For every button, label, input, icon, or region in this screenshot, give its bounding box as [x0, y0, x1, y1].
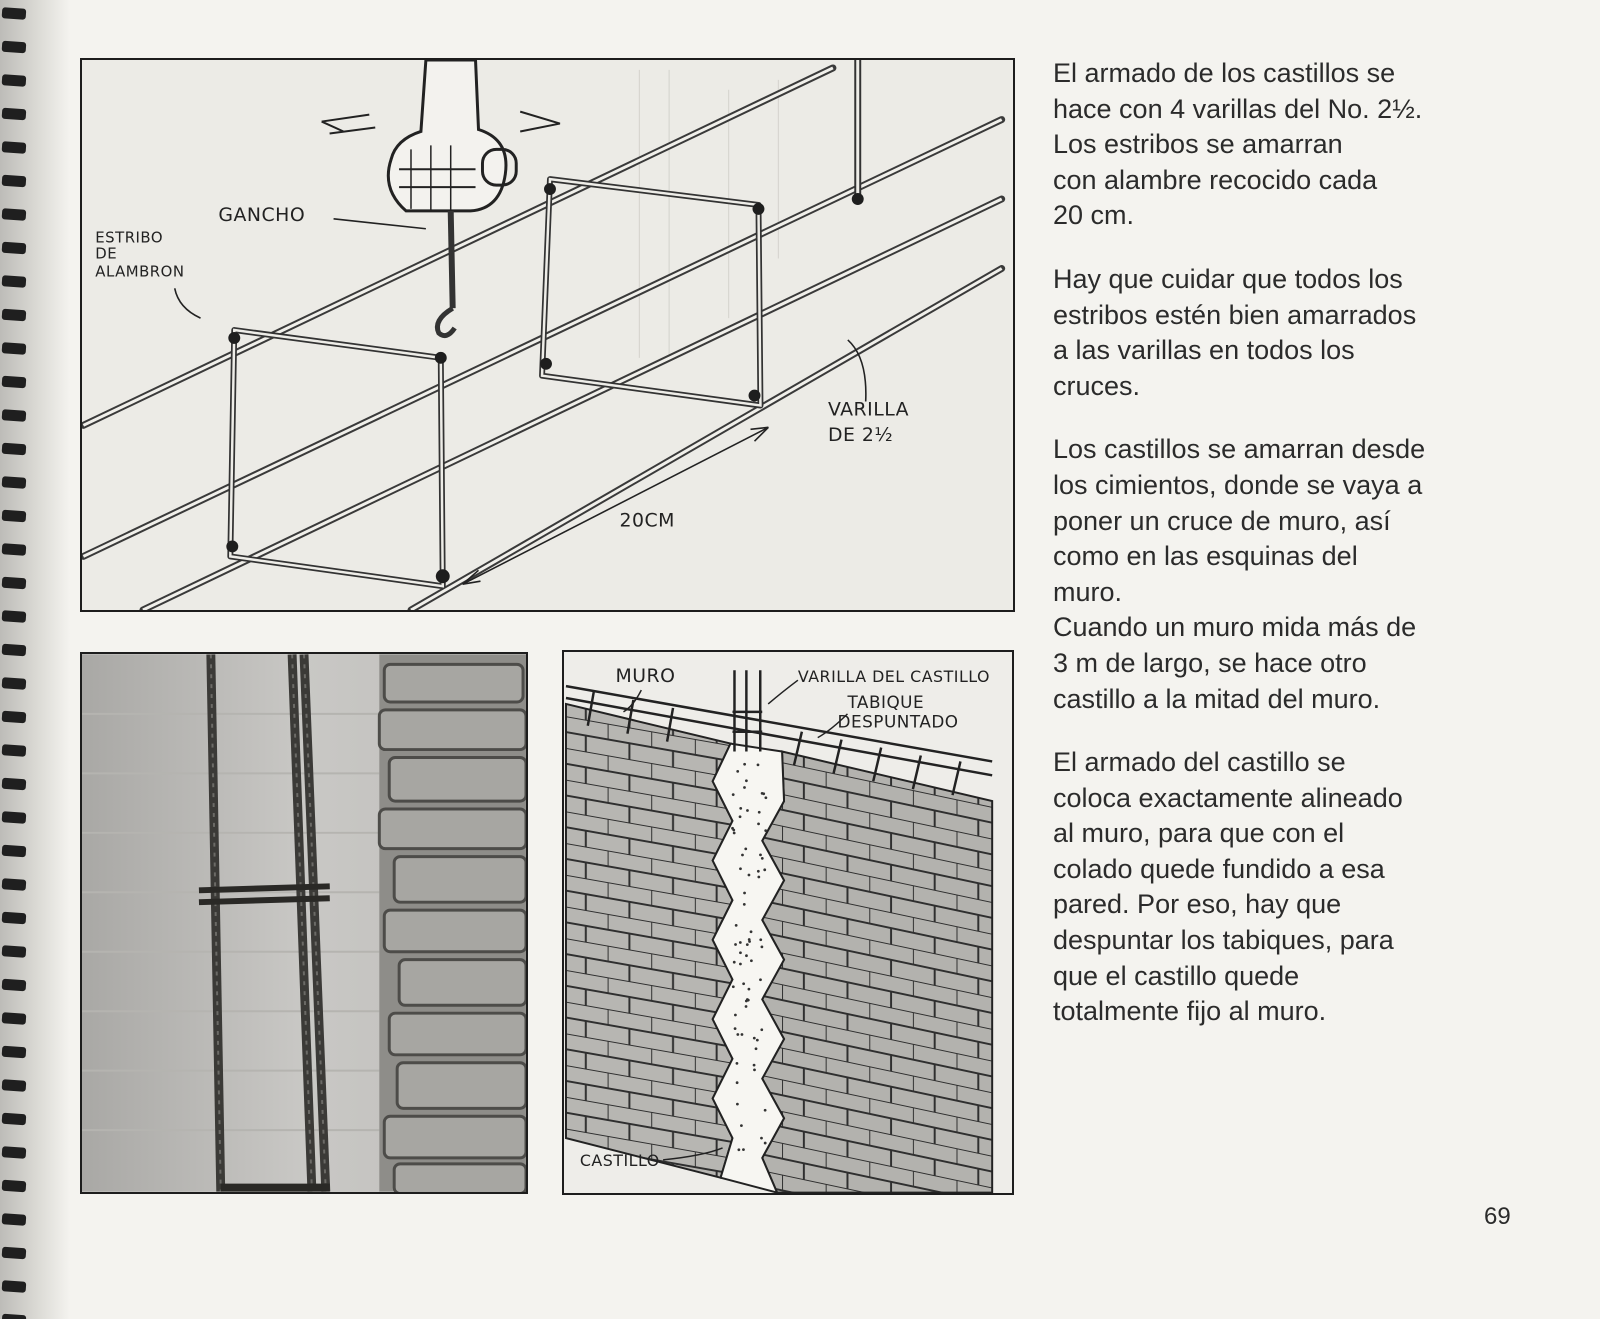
- p5-line5: pared. Por eso, hay que: [1053, 889, 1342, 920]
- paragraph-3: [1053, 432, 1573, 610]
- p2-line1: Hay que cuidar que todos los: [1053, 263, 1403, 294]
- page-number: 69: [1484, 1203, 1511, 1230]
- p1-line4: con alambre recocido cada: [1053, 164, 1378, 195]
- spiral-binding: [0, 0, 40, 1319]
- p5-line6: despuntar los tabiques, para: [1053, 925, 1394, 956]
- gancho-label: GANCHO: [218, 203, 306, 226]
- estribo-label-line2: DE: [95, 244, 118, 263]
- p2-line3: a las varillas en todos los: [1053, 335, 1355, 366]
- castillo-label: CASTILLO: [579, 1150, 660, 1170]
- p3-line1: Los castillos se amarran desde: [1053, 434, 1426, 465]
- p3-line5: muro.: [1053, 576, 1123, 607]
- p4-line2: 3 m de largo, se hace otro: [1053, 647, 1367, 678]
- body-text: [1053, 56, 1573, 1030]
- p5-line3: al muro, para que con el: [1053, 818, 1345, 849]
- p2-line4: cruces.: [1053, 370, 1141, 401]
- estribo-label-line1: ESTRIBO: [95, 228, 164, 247]
- muro-label: MURO: [615, 666, 676, 688]
- varilla-label-line2: DE 2½: [827, 424, 894, 447]
- spacing-label: 20CM: [619, 509, 675, 532]
- rebar-photo: [80, 652, 528, 1194]
- paragraph-2: [1053, 262, 1573, 404]
- paragraph-4: [1053, 610, 1573, 717]
- p4-line3: castillo a la mitad del muro.: [1053, 683, 1381, 714]
- p3-line3: poner un cruce de muro, así: [1053, 505, 1391, 536]
- estribo-label-line3: ALAMBRON: [95, 262, 185, 281]
- p2-line2: estribos estén bien amarrados: [1053, 299, 1417, 330]
- p1-line2: hace con 4 varillas del No. 2½.: [1053, 93, 1423, 124]
- p1-line1: El armado de los castillos se: [1053, 58, 1396, 88]
- p5-line2: coloca exactamente alineado: [1053, 782, 1403, 813]
- varilla-castillo-label: VARILLA DEL CASTILLO: [797, 667, 991, 687]
- rebar-cage-illustration: [80, 58, 1015, 612]
- p4-line1: Cuando un muro mida más de: [1053, 612, 1417, 643]
- p1-line5: 20 cm.: [1053, 200, 1135, 231]
- p5-line7: que el castillo quede: [1053, 960, 1300, 991]
- tabique-label-line1: TABIQUE: [847, 691, 925, 712]
- p5-line8: totalmente fijo al muro.: [1053, 996, 1327, 1027]
- paragraph-1: [1053, 56, 1573, 234]
- paragraph-5: [1053, 745, 1573, 1030]
- p5-line1: El armado del castillo se: [1053, 747, 1346, 778]
- p3-line4: como en las esquinas del: [1053, 541, 1358, 572]
- brick-wall-castillo-illustration: [562, 650, 1014, 1195]
- tabique-label-line2: DESPUNTADO: [837, 711, 959, 732]
- varilla-label-line1: VARILLA: [827, 398, 910, 421]
- p1-line3: Los estribos se amarran: [1053, 129, 1343, 160]
- p3-line2: los cimientos, donde se vaya a: [1053, 469, 1423, 500]
- p5-line4: colado quede fundido a esa: [1053, 853, 1385, 884]
